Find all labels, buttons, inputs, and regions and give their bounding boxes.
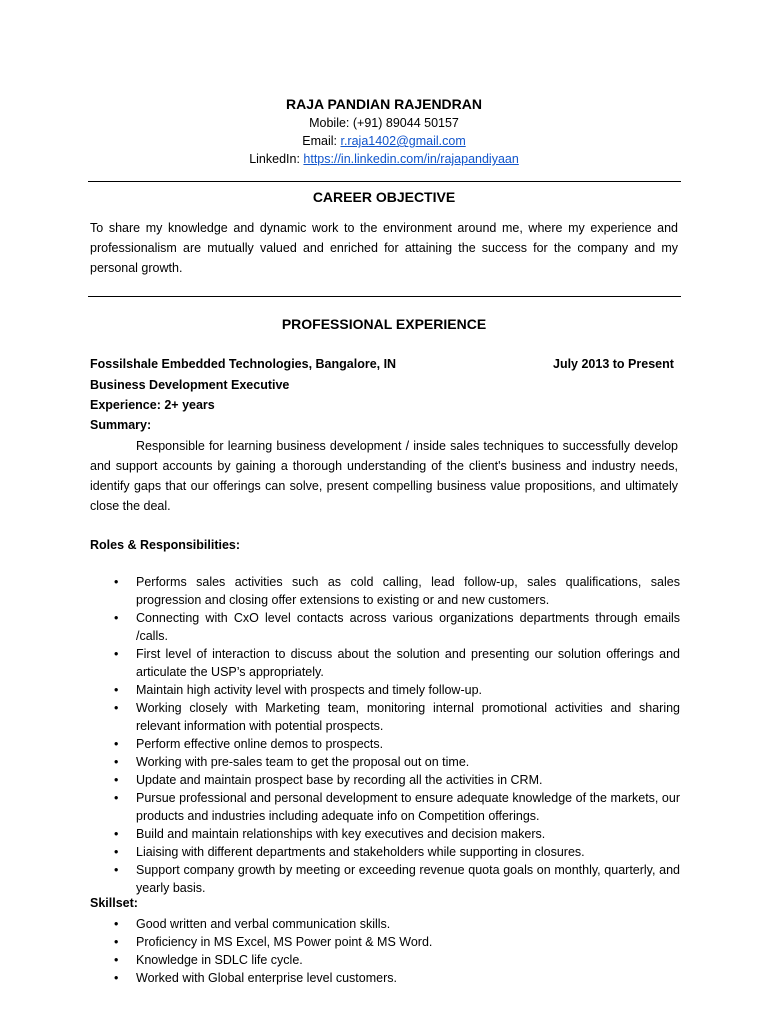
- skill-item: [90, 969, 680, 987]
- skill-item-text: Knowledge in SDLC life cycle.: [136, 953, 303, 967]
- role-item-text: Pursue professional and personal development to ensure adequate knowledge of the markets, our products and industries including adequate info on Competition offerings.: [136, 791, 680, 823]
- role-item: [90, 825, 680, 843]
- roles-label: Roles & Responsibilities:: [90, 538, 241, 552]
- linkedin-link[interactable]: https://in.linkedin.com/in/rajapandiyaan: [303, 152, 519, 166]
- role-item: [90, 573, 680, 609]
- bullet-icon: •: [114, 791, 119, 805]
- email-link[interactable]: r.raja1402@gmail.com: [340, 134, 466, 148]
- role-item: [90, 699, 680, 735]
- role-item-text: Connecting with CxO level contacts across various organizations departments through emails /calls.: [136, 611, 680, 643]
- mobile-line: [0, 116, 768, 130]
- mobile-label: Mobile:: [309, 116, 350, 130]
- bullet-icon: •: [114, 611, 119, 625]
- role-item-text: Liaising with different departments and stakeholders while supporting in closures.: [136, 845, 585, 859]
- role-item: [90, 753, 680, 771]
- skill-item: [90, 915, 680, 933]
- employment-dates: July 2013 to Present: [553, 357, 674, 371]
- bullet-icon: •: [114, 917, 119, 931]
- linkedin-line: [0, 152, 768, 166]
- skill-item-text: Proficiency in MS Excel, MS Power point & MS Word.: [136, 935, 433, 949]
- summary-text: Responsible for learning business development / inside sales techniques to successfully develop and support accounts by gaining a thorough understanding of the client's business and industry needs, identify gaps that our offerings can solve, present compelling business value propositions, and ultimately close the deal.: [90, 439, 678, 513]
- role-item: [90, 843, 680, 861]
- role-item-text: Support company growth by meeting or exceeding revenue quota goals on monthly, quarterly, and yearly basis.: [136, 863, 680, 895]
- linkedin-label: LinkedIn:: [249, 152, 300, 166]
- role-item-text: First level of interaction to discuss about the solution and presenting our solution offerings and articulate the USP’s appropriately.: [136, 647, 680, 679]
- role-item: [90, 735, 680, 753]
- divider: [88, 296, 681, 297]
- role-item-text: Performs sales activities such as cold calling, lead follow-up, sales qualifications, sales progression and closing offer extensions to existing or and new customers.: [136, 575, 680, 607]
- bullet-icon: •: [114, 827, 119, 841]
- role-item: [90, 789, 680, 825]
- role-item-text: Maintain high activity level with prospects and timely follow-up.: [136, 683, 482, 697]
- roles-list: [90, 573, 680, 897]
- bullet-icon: •: [114, 845, 119, 859]
- skill-item-text: Worked with Global enterprise level customers.: [136, 971, 397, 985]
- role-item: [90, 609, 680, 645]
- bullet-icon: •: [114, 863, 119, 877]
- bullet-icon: •: [114, 755, 119, 769]
- email-line: [0, 134, 768, 148]
- bullet-icon: •: [114, 773, 119, 787]
- role-item: [90, 681, 680, 699]
- role-item-text: Build and maintain relationships with key executives and decision makers.: [136, 827, 546, 841]
- mobile-number: (+91) 89044 50157: [352, 116, 459, 130]
- skills-list: [90, 915, 680, 987]
- skill-item-text: Good written and verbal communication skills.: [136, 917, 391, 931]
- role-item: [90, 645, 680, 681]
- experience-duration: Experience: 2+ years: [90, 398, 215, 412]
- candidate-name: RAJA PANDIAN RAJENDRAN: [285, 96, 482, 112]
- email-label: Email:: [302, 134, 337, 148]
- bullet-icon: •: [114, 953, 119, 967]
- role-item-text: Perform effective online demos to prospects.: [136, 737, 384, 751]
- bullet-icon: •: [114, 575, 119, 589]
- skillset-label: Skillset:: [90, 896, 138, 910]
- role-item-text: Update and maintain prospect base by recording all the activities in CRM.: [136, 773, 543, 787]
- summary-label: Summary:: [90, 418, 152, 432]
- role-item-text: Working closely with Marketing team, monitoring internal promotional activities and sharing relevant information with potential prospects.: [136, 701, 680, 733]
- career-objective-heading: CAREER OBJECTIVE: [312, 189, 456, 205]
- role-item: [90, 771, 680, 789]
- divider: [88, 181, 681, 182]
- bullet-icon: •: [114, 647, 119, 661]
- skill-item: [90, 933, 680, 951]
- role-item: [90, 861, 680, 897]
- bullet-icon: •: [114, 935, 119, 949]
- skill-item: [90, 951, 680, 969]
- career-objective-text: To share my knowledge and dynamic work to the environment around me, where my experience and professionalism are mutually valued and enriched for attaining the success for the company and my personal growth.: [90, 221, 678, 275]
- bullet-icon: •: [114, 683, 119, 697]
- professional-experience-heading: PROFESSIONAL EXPERIENCE: [281, 316, 487, 332]
- job-title: Business Development Executive: [90, 378, 290, 392]
- bullet-icon: •: [114, 737, 119, 751]
- company-name: Fossilshale Embedded Technologies, Bangalore, IN: [90, 357, 397, 371]
- bullet-icon: •: [114, 701, 119, 715]
- bullet-icon: •: [114, 971, 119, 985]
- role-item-text: Working with pre-sales team to get the proposal out on time.: [136, 755, 470, 769]
